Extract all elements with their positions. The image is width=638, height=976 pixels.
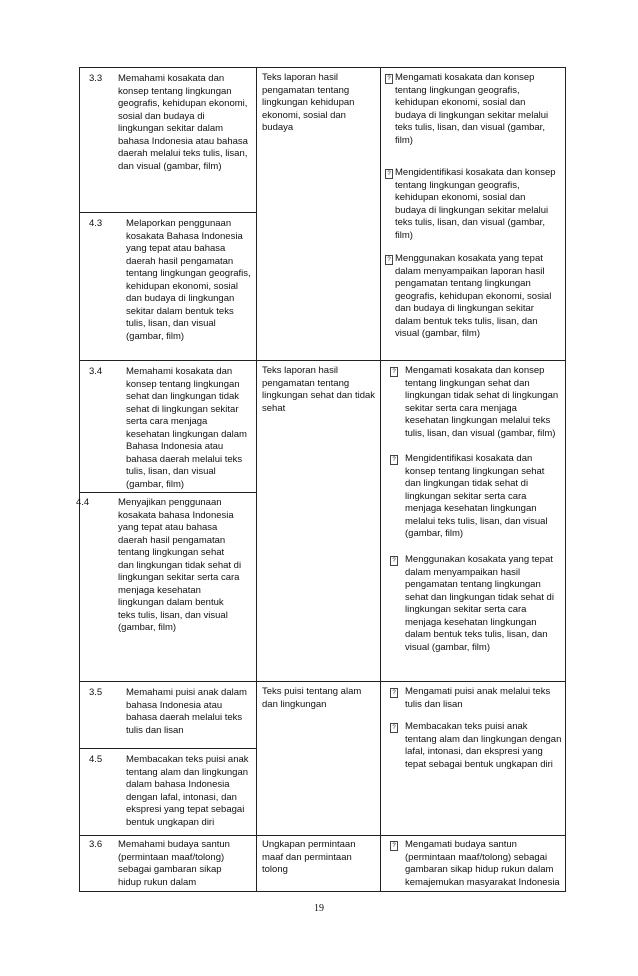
materi-text: Teks laporan hasil pengamatan tentang lingkungan sehat dan tidak sehat	[262, 365, 376, 414]
materi-text: Teks puisi tentang alam dan lingkungan	[262, 686, 362, 710]
kegiatan-text: Menggunakan kosakata yang tepat dalam menyampaikan hasil pengamatan tentang lingkungan sehat dan lingkungan tidak sehat di lingkungan sekitar serta cara menjaga kesehatan lingkungan dalam bentuk teks tulis, lisan, dan visual (gambar, film)	[405, 554, 554, 653]
unknown-glyph-icon: ?	[390, 688, 398, 698]
syllabus-table	[76, 67, 566, 892]
unknown-glyph-icon: ?	[390, 556, 398, 566]
kd-cell	[80, 836, 257, 891]
table-row	[80, 835, 565, 891]
kd-cell	[76, 361, 257, 681]
table-row	[80, 681, 565, 835]
unknown-glyph-icon: ?	[385, 169, 393, 179]
kegiatan-text: Membacakan teks puisi anak tentang alam dan lingkungan dengan lafal, intonasi, dan ekspresi yang tepat sebagai bentuk ungkapan diri	[405, 721, 562, 770]
kd-number: 3.4	[89, 366, 103, 377]
kd-text: Memahami kosakata dan konsep tentang lingkungan geografis, kehidupan ekonomi, sosial dan budaya di lingkungan sekitar dalam bahasa Indonesia atau bahasa daerah melalui teks tulis, lisan, dan visual (gambar, film)	[118, 73, 248, 172]
materi-cell	[257, 68, 381, 360]
unknown-glyph-icon: ?	[390, 367, 398, 377]
unknown-glyph-icon: ?	[385, 255, 393, 265]
kd-text: Memahami budaya santun (permintaan maaf/tolong) sebagai gambaran sikap hidup rukun dalam	[118, 839, 230, 888]
kd-text: Memahami puisi anak dalam bahasa Indonesia atau bahasa daerah melalui teks tulis dan lisan	[126, 687, 247, 736]
kd-number: 3.6	[89, 839, 103, 850]
kegiatan-text: Mengidentifikasi kosakata dan konsep tentang lingkungan sehat dan lingkungan tidak sehat di lingkungan sekitar serta cara menjaga kesehatan lingkungan melalui teks tulis, lisan, dan visual (gambar, film)	[405, 453, 548, 539]
kd-text: Menyajikan penggunaan kosakata bahasa Indonesia yang tepat atau bahasa daerah hasil pengamatan tentang lingkungan sehat dan lingkungan tidak sehat di lingkungan sekitar serta cara menjaga kesehatan lingkungan dalam bentuk teks tulis, lisan, dan visual (gambar, film)	[118, 497, 242, 633]
unknown-glyph-icon: ?	[390, 723, 398, 733]
materi-cell	[257, 682, 381, 835]
materi-text: Ungkapan permintaan maaf dan permintaan tolong	[262, 839, 356, 875]
kd-text: Melaporkan penggunaan kosakata Bahasa Indonesia yang tepat atau bahasa daerah hasil pengamatan tentang lingkungan geografis, kehidupan ekonomi, sosial dan budaya di lingkungan sekitar dalam bentuk teks tulis, lisan, dan visual (gambar, film)	[126, 218, 251, 342]
kegiatan-cell	[381, 361, 565, 681]
table-row	[80, 68, 565, 360]
unknown-glyph-icon: ?	[390, 841, 398, 851]
materi-cell	[257, 361, 381, 681]
kegiatan-text: Mengidentifikasi kosakata dan konsep tentang lingkungan geografis, kehidupan ekonomi, sosial dan budaya di lingkungan sekitar melalui teks tulis, lisan, dan visual (gambar, film)	[395, 167, 556, 241]
kd-block	[80, 68, 256, 212]
kd-block	[80, 748, 256, 835]
unknown-glyph-icon: ?	[385, 74, 393, 84]
kd-block	[80, 212, 256, 360]
kegiatan-cell	[381, 682, 565, 835]
kegiatan-text: Mengamati puisi anak melalui teks tulis dan lisan	[405, 686, 551, 710]
materi-text: Teks laporan hasil pengamatan tentang lingkungan kehidupan ekonomi, sosial dan budaya	[262, 72, 355, 133]
materi-cell	[257, 836, 381, 891]
page-number: 19	[314, 903, 324, 914]
kd-cell	[80, 682, 257, 835]
kegiatan-text: Mengamati budaya santun (permintaan maaf/tolong) sebagai gambaran sikap hidup rukun dalam kemajemukan masyarakat Indonesia	[405, 839, 560, 888]
kegiatan-cell	[381, 836, 565, 891]
kd-number: 4.3	[89, 218, 103, 229]
kegiatan-text: Mengamati kosakata dan konsep tentang lingkungan sehat dan lingkungan tidak sehat di lingkungan sekitar serta cara menjaga kesehatan lingkungan melalui teks tulis, lisan, dan visual (gambar, film)	[405, 365, 559, 439]
kd-block	[80, 361, 256, 492]
kd-number: 4.5	[89, 754, 103, 765]
kegiatan-text: Mengamati kosakata dan konsep tentang lingkungan geografis, kehidupan ekonomi, sosial dan budaya di lingkungan sekitar melalui teks tulis, lisan, dan visual (gambar, film)	[395, 72, 549, 146]
kd-number: 4.4	[76, 497, 90, 508]
kd-number: 3.3	[89, 73, 103, 84]
kd-text: Membacakan teks puisi anak tentang alam dan lingkungan dalam bahasa Indonesia dengan lafal, intonasi, dan ekspresi yang tepat sebagai bentuk ungkapan diri	[126, 754, 249, 828]
kegiatan-cell	[381, 68, 565, 360]
kd-block	[76, 492, 256, 681]
table-row	[76, 360, 565, 681]
kd-number: 3.5	[89, 687, 103, 698]
kd-text: Memahami kosakata dan konsep tentang lingkungan sehat dan lingkungan tidak sehat di lingkungan sekitar serta cara menjaga kesehatan lingkungan dalam Bahasa Indonesia atau bahasa daerah melalui teks tulis, lisan, dan visual (gambar, film)	[126, 366, 247, 490]
kd-block	[80, 682, 256, 748]
unknown-glyph-icon: ?	[390, 455, 398, 465]
kegiatan-text: Menggunakan kosakata yang tepat dalam menyampaikan laporan hasil pengamatan tentang lingkungan geografis, kehidupan ekonomi, sosial dan budaya di lingkungan sekitar dalam bentuk teks tulis, lisan, dan visual (gambar, film)	[395, 253, 552, 339]
kd-cell	[80, 68, 257, 360]
